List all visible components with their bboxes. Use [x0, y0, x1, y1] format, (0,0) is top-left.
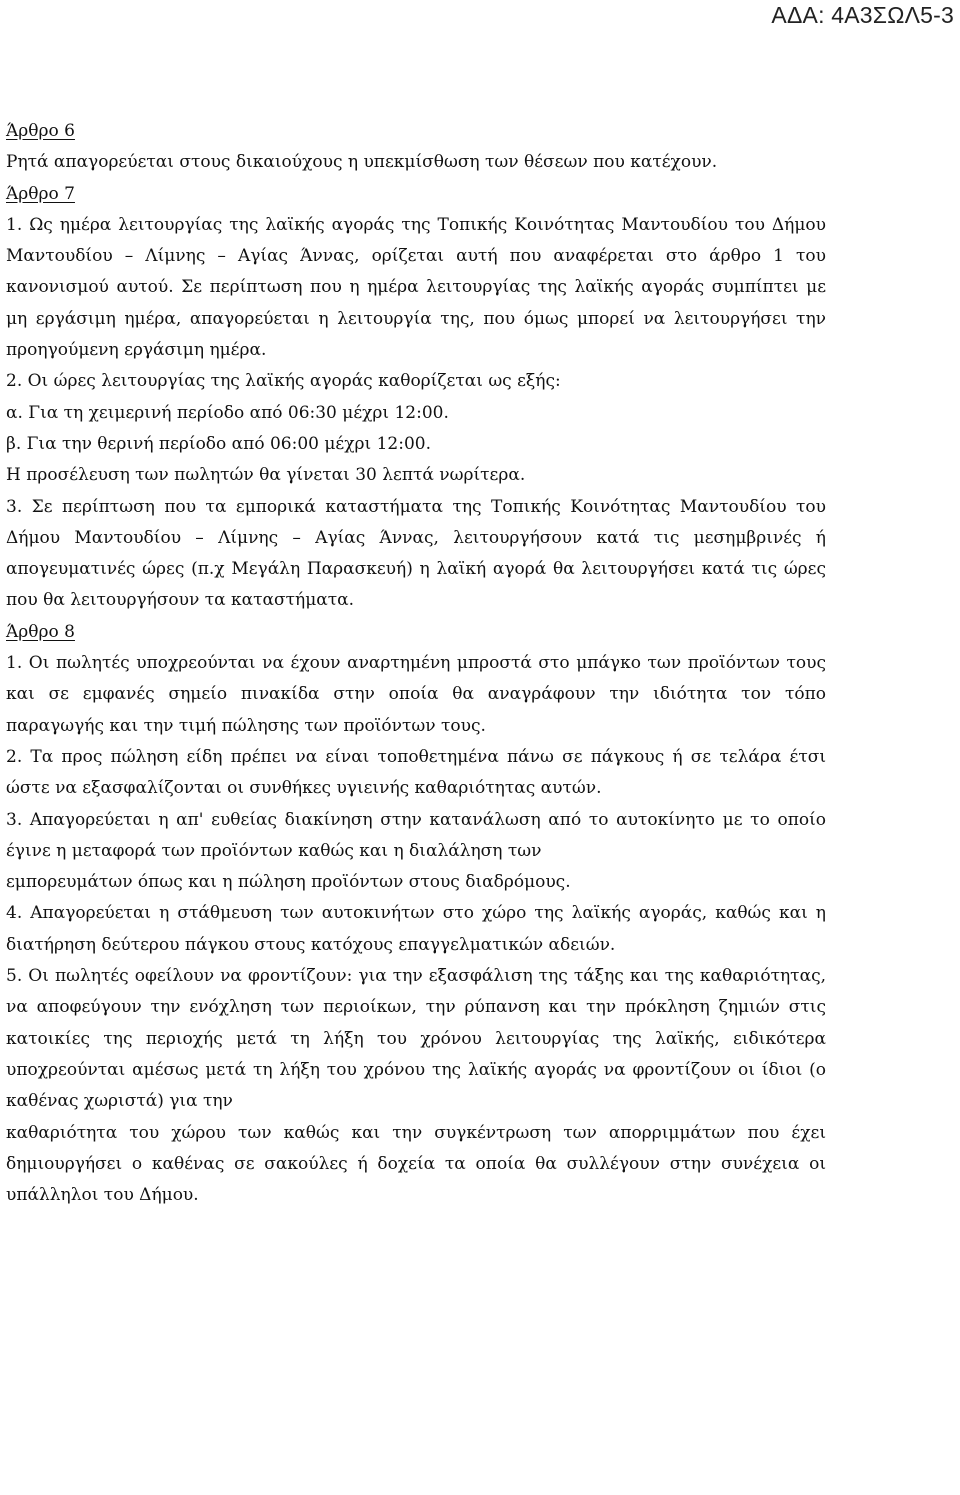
article-8-paragraph-4: 4. Απαγορεύεται η στάθμευση των αυτοκινήτων στο χώρο της λαϊκής αγοράς, καθώς και η διατήρηση δεύτερου πάγκου στους κατόχους επαγγελματικών αδειών.	[6, 903, 826, 955]
document-body	[6, 116, 826, 1211]
article-8-paragraph-3-line-2: εμπορευμάτων όπως και η πώληση προϊόντων στους διαδρόμους.	[6, 872, 571, 893]
article-8-paragraph-2: 2. Τα προς πώληση είδη πρέπει να είναι τοποθετημένα πάνω σε πάγκους ή σε τελάρα έτσι ώστε να εξασφαλίζονται οι συνθήκες υγιεινής καθαριότητας αυτών.	[6, 746, 826, 799]
article-8-title: Άρθρο 8	[6, 621, 75, 642]
article-6-text: Ρητά απαγορεύεται στους δικαιούχους η υπεκμίσθωση των θέσεων που κατέχουν.	[6, 152, 718, 173]
article-7-paragraph-2a: α. Για τη χειμερινή περίοδο από 06:30 μέχρι 12:00.	[6, 402, 449, 423]
article-8-paragraph-5-line-1: 5. Οι πωλητές οφείλουν να φροντίζουν: για την εξασφάλιση της τάξης και της καθαριότητας, να αποφεύγουν την ενόχληση των περιοίκων, την ρύπανση και την πρόκληση ζημιών στις κατοικίες της περιοχής μετά τη λήξη του χρόνου λειτουργίας της λαϊκής, ειδικότερα υποχρεούνται αμέσως μετά τη λήξη του χρόνου της λαϊκής αγοράς να φροντίζουν οι ίδιοι (ο καθένας χωριστά) για την	[6, 966, 826, 1112]
article-7-paragraph-3: 3. Σε περίπτωση που τα εμπορικά καταστήματα της Τοπικής Κοινότητας Μαντουδίου του Δήμου Μαντουδίου – Λίμνης – Αγίας Άννας, λειτουργήσουν κατά τις μεσημβρινές ή απογευματινές ώρες (π.χ Μεγάλη Παρασκευή) η λαϊκή αγορά θα λειτουργήσει κατά τις ώρες που θα λειτουργήσουν τα καταστήματα.	[6, 496, 826, 611]
article-8-paragraph-3-line-1: 3. Απαγορεύεται η απ' ευθείας διακίνηση στην κατανάλωση από το αυτοκίνητο με το οποίο έγινε η μεταφορά των προϊόντων καθώς και η διαλάληση των	[6, 809, 826, 861]
article-8-paragraph-5-line-2: καθαριότητα του χώρου των καθώς και την συγκέντρωση των απορριμμάτων που έχει δημιουργήσει ο καθένας σε σακούλες ή δοχεία τα οποία θα συλλέγουν στην συνέχεια οι υπάλληλοι του Δήμου.	[6, 1122, 826, 1206]
article-6-title: Άρθρο 6	[6, 121, 75, 141]
article-7-title: Άρθρο 7	[6, 183, 75, 204]
article-7-paragraph-2: 2. Οι ώρες λειτουργίας της λαϊκής αγοράς καθορίζεται ως εξής:	[6, 371, 561, 392]
article-7-paragraph-2c: Η προσέλευση των πωλητών θα γίνεται 30 λεπτά νωρίτερα.	[6, 465, 526, 486]
ada-code: ΑΔΑ: 4Α3ΣΩΛ5-3	[771, 2, 954, 28]
article-7-paragraph-1: 1. Ως ημέρα λειτουργίας της λαϊκής αγοράς της Τοπικής Κοινότητας Μαντουδίου του Δήμου Μαντουδίου – Λίμνης – Αγίας Άννας, ορίζεται αυτή που αναφέρεται στο άρθρο 1 του κανονισμού αυτού. Σε περίπτωση που η ημέρα λειτουργίας της λαϊκής αγοράς συμπίπτει με μη εργάσιμη ημέρα, απαγορεύεται η λειτουργία της, που όμως μπορεί να λειτουργήσει την προηγούμενη εργάσιμη ημέρα.	[6, 214, 826, 361]
article-8-paragraph-1: 1. Οι πωλητές υποχρεούνται να έχουν αναρτημένη μπροστά στο μπάγκο των προϊόντων τους και σε εμφανές σημείο πινακίδα στην οποία θα αναγράφουν την ιδιότητα τον τόπο παραγωγής και την τιμή πώλησης των προϊόντων τους.	[6, 653, 826, 736]
article-7-paragraph-2b: β. Για την θερινή περίοδο από 06:00 μέχρι 12:00.	[6, 433, 431, 454]
